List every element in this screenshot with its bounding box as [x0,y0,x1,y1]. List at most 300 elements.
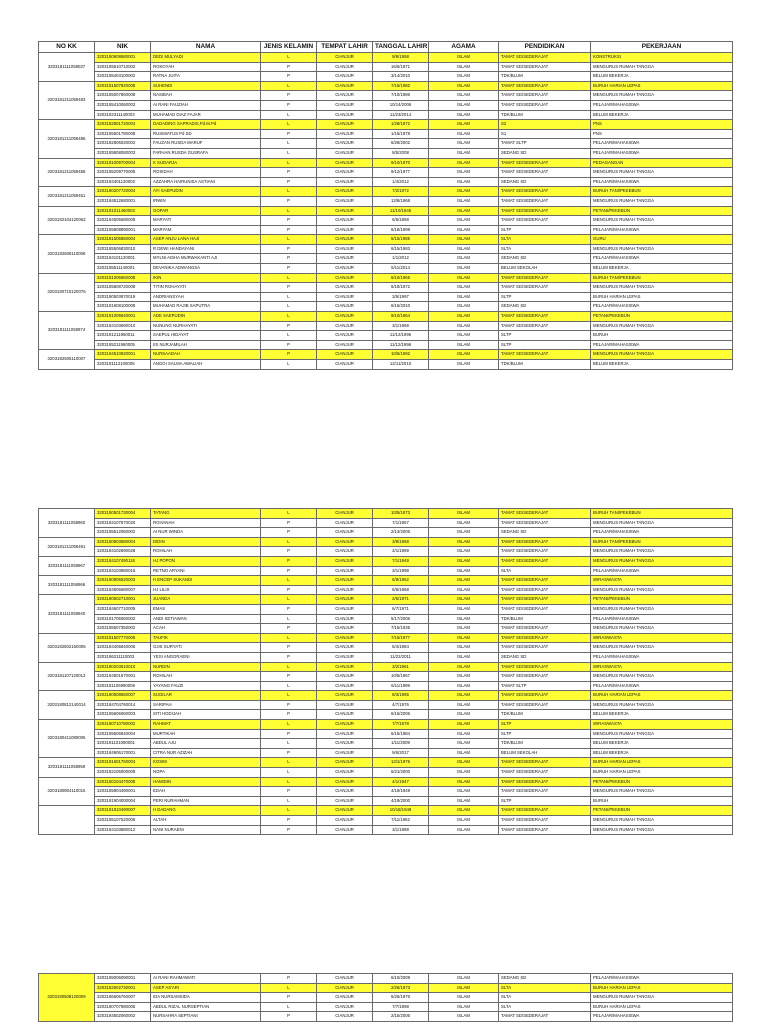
tempat-lahir-cell: CIANJUR [317,62,373,72]
nama-cell: HJ POPON [151,556,261,566]
table-row [39,748,733,758]
pendidikan-cell: SLTP [499,331,591,341]
tanggal-lahir-cell: 1/4/2012 [373,177,429,187]
tanggal-lahir-cell: 6/5/1958 [373,216,429,226]
tanggal-lahir-cell: 7/15/1982 [373,81,429,91]
tempat-lahir-cell: CIANJUR [317,595,373,605]
table-row [39,518,733,528]
nama-cell: NURDIN [151,662,261,672]
jenis-kelamin-cell: P [261,72,317,82]
agama-cell: ISLAM [429,72,499,82]
nik-cell: 3203186606760007 [95,993,151,1003]
pekerjaan-cell: MENGURUS RUMAH TANGGA [591,350,733,360]
jenis-kelamin-cell: L [261,360,317,370]
pendidikan-cell: TAMAT SD/SEDERAJAT [499,100,591,110]
pendidikan-cell: TAMAT SD/SEDERAJAT [499,350,591,360]
tempat-lahir-cell: CIANJUR [317,700,373,710]
nik-cell: 3203180903580004 [95,537,151,547]
table-row [39,729,733,739]
tempat-lahir-cell: CIANJUR [317,225,373,235]
table-row [39,993,733,1003]
jenis-kelamin-cell: L [261,662,317,672]
tempat-lahir-cell: CIANJUR [317,633,373,643]
tempat-lahir-cell: CIANJUR [317,177,373,187]
pekerjaan-cell: BURUH TANI/PEKEBUN [591,187,733,197]
nama-cell: KOSIM [151,758,261,768]
tanggal-lahir-cell: 2/1/1969 [373,547,429,557]
table-row [39,1002,733,1012]
pekerjaan-cell: MENGURUS RUMAH TANGGA [591,216,733,226]
tempat-lahir-cell: CIANJUR [317,777,373,787]
tanggal-lahir-cell: 3/2/1961 [373,662,429,672]
nama-cell: ABDUL AJU [151,739,261,749]
nik-cell: 3203185808080003 [95,148,151,158]
jenis-kelamin-cell: P [261,585,317,595]
jenis-kelamin-cell: L [261,1002,317,1012]
tempat-lahir-cell: CIANJUR [317,566,373,576]
nik-cell: 3203184103690010 [95,321,151,331]
agama-cell: ISLAM [429,983,499,993]
jenis-kelamin-cell: P [261,196,317,206]
table-row [39,983,733,993]
nama-cell: HAMIDIN [151,777,261,787]
tempat-lahir-cell: CIANJUR [317,196,373,206]
jenis-kelamin-cell: P [261,168,317,178]
agama-cell: ISLAM [429,360,499,370]
jenis-kelamin-cell: P [261,710,317,720]
pekerjaan-cell: MENGURUS RUMAH TANGGA [591,825,733,835]
tanggal-lahir-cell: 2/13/2006 [373,528,429,538]
nama-cell: YESI ANGGRAENI [151,652,261,662]
pendidikan-cell: TDK/BLUM [499,614,591,624]
agama-cell: ISLAM [429,110,499,120]
pekerjaan-cell: PELAJAR/MAHASISWA [591,225,733,235]
agama-cell: ISLAM [429,91,499,101]
table-row [39,53,733,63]
jenis-kelamin-cell: L [261,633,317,643]
pekerjaan-cell: PELAJAR/MAHASISWA [591,254,733,264]
tempat-lahir-cell: CIANJUR [317,244,373,254]
agama-cell: ISLAM [429,825,499,835]
tanggal-lahir-cell: 10/5/1992 [373,350,429,360]
nama-cell: ADE SAEPUDIN [151,312,261,322]
nama-cell: MUHAMAD DIAZ FAJAR [151,110,261,120]
no-kk-cell: 3203181211059491 [39,537,95,556]
agama-cell: ISLAM [429,652,499,662]
agama-cell: ISLAM [429,528,499,538]
agama-cell: ISLAM [429,796,499,806]
pekerjaan-cell: KONSTRUKSI [591,53,733,63]
table-row [39,662,733,672]
pekerjaan-cell: PETANI/PEKEBUN [591,777,733,787]
jenis-kelamin-cell: L [261,739,317,749]
agama-cell: ISLAM [429,974,499,984]
jenis-kelamin-cell: P [261,974,317,984]
tempat-lahir-cell: CIANJUR [317,264,373,274]
pendidikan-cell: TAMAT SD/SEDERAJAT [499,509,591,519]
table-row [39,585,733,595]
agama-cell: ISLAM [429,350,499,360]
tempat-lahir-cell: CIANJUR [317,672,373,682]
tempat-lahir-cell: CIANJUR [317,509,373,519]
agama-cell: ISLAM [429,787,499,797]
pendidikan-cell: SEDANG SD [499,177,591,187]
jenis-kelamin-cell: P [261,624,317,634]
tempat-lahir-cell: CIANJUR [317,110,373,120]
nik-cell: 3203182602730001 [95,983,151,993]
tanggal-lahir-cell: 7/7/1998 [373,1002,429,1012]
tanggal-lahir-cell: 10/14/2006 [373,100,429,110]
tempat-lahir-cell: CIANJUR [317,768,373,778]
tanggal-lahir-cell: 7/10/1986 [373,91,429,101]
agama-cell: ISLAM [429,777,499,787]
pekerjaan-cell: BURUH HARIAN LEPAS [591,983,733,993]
nik-cell: 3203184505580008 [95,216,151,226]
pekerjaan-cell: MENGURUS RUMAH TANGGA [591,993,733,1003]
jenis-kelamin-cell: L [261,331,317,341]
pendidikan-cell: TAMAT SD/SEDERAJAT [499,700,591,710]
tempat-lahir-cell: CIANJUR [317,168,373,178]
agama-cell: ISLAM [429,283,499,293]
jenis-kelamin-cell: P [261,177,317,187]
pekerjaan-cell: PETANI/PEKEBUN [591,595,733,605]
no-kk-cell: 3203182505110007 [39,350,95,369]
jenis-kelamin-cell: P [261,700,317,710]
jenis-kelamin-cell: L [261,158,317,168]
tempat-lahir-cell: CIANJUR [317,148,373,158]
pendidikan-cell: TAMAT SD/SEDERAJAT [499,91,591,101]
nik-cell: 3203185507350002 [95,624,151,634]
tanggal-lahir-cell: 11/23/2014 [373,110,429,120]
tanggal-lahir-cell: 6/18/1972 [373,283,429,293]
agama-cell: ISLAM [429,720,499,730]
pendidikan-cell: SLTP [499,729,591,739]
pekerjaan-cell: PETANI/PEKEBUN [591,312,733,322]
pendidikan-cell: TAMAT SD/SEDERAJAT [499,53,591,63]
agama-cell: ISLAM [429,321,499,331]
header-jenis-kelamin: JENIS KELAMIN [261,42,317,53]
pendidikan-cell: SLTA [499,235,591,245]
agama-cell: ISLAM [429,768,499,778]
nama-cell: SARIPAH [151,700,261,710]
jenis-kelamin-cell: P [261,604,317,614]
nama-cell: NOPA [151,768,261,778]
tempat-lahir-cell: CIANJUR [317,974,373,984]
pekerjaan-cell: MENGURUS RUMAH TANGGA [591,91,733,101]
nama-cell: ASEP ANJU LANA HAJI [151,235,261,245]
tanggal-lahir-cell: 3/1/1998 [373,566,429,576]
pendidikan-cell: TAMAT SD/SEDERAJAT [499,816,591,826]
tanggal-lahir-cell: 9/12/1977 [373,168,429,178]
tanggal-lahir-cell: 7/7/1978 [373,720,429,730]
jenis-kelamin-cell: P [261,100,317,110]
agama-cell: ISLAM [429,700,499,710]
tanggal-lahir-cell: 2/6/1971 [373,595,429,605]
agama-cell: ISLAM [429,595,499,605]
tempat-lahir-cell: CIANJUR [317,547,373,557]
nama-cell: ALTAH [151,816,261,826]
agama-cell: ISLAM [429,158,499,168]
jenis-kelamin-cell: L [261,81,317,91]
pendidikan-cell: TAMAT SD/SEDERAJAT [499,547,591,557]
tanggal-lahir-cell: 3/1/1969 [373,321,429,331]
pendidikan-cell: TAMAT SD/SEDERAJAT [499,518,591,528]
nik-cell: 3203180609580001 [95,53,151,63]
family-table [38,508,733,835]
pendidikan-cell: TAMAT SD/SEDERAJAT [499,672,591,682]
no-kk-cell: 3203180804110016 [39,777,95,806]
pendidikan-cell: SLTP [499,225,591,235]
table-row [39,777,733,787]
pendidikan-cell: SEDANG SD [499,528,591,538]
nik-cell: 3203181507770006 [95,633,151,643]
table-row [39,681,733,691]
agama-cell: ISLAM [429,340,499,350]
pendidikan-cell: TAMAT SD/SEDERAJAT [499,585,591,595]
no-kk-cell: 3203181107120013 [39,662,95,691]
pendidikan-cell: TAMAT SD/SEDERAJAT [499,62,591,72]
jenis-kelamin-cell: L [261,292,317,302]
nik-cell: 3203180503970019 [95,292,151,302]
pekerjaan-cell: PELAJAR/MAHASISWA [591,302,733,312]
header-tempat-lahir: TEMPAT LAHIR [317,42,373,53]
table-row [39,700,733,710]
tanggal-lahir-cell: 12/1/1976 [373,758,429,768]
pendidikan-cell: SEDANG SD [499,148,591,158]
tanggal-lahir-cell: 6/26/1976 [373,993,429,1003]
pekerjaan-cell: BURUH HARIAN LEPAS [591,1002,733,1012]
pendidikan-cell: TAMAT SD/SEDERAJAT [499,758,591,768]
tempat-lahir-cell: CIANJUR [317,100,373,110]
no-kk-cell: 3203182502160005 [39,633,95,662]
tanggal-lahir-cell: 10/18/1949 [373,806,429,816]
table-row [39,547,733,557]
nik-cell: 3203184812680001 [95,196,151,206]
agama-cell: ISLAM [429,120,499,130]
tempat-lahir-cell: CIANJUR [317,681,373,691]
nama-cell: IKIN [151,273,261,283]
nama-cell: NANI NURAENI [151,825,261,835]
table-row [39,614,733,624]
pendidikan-cell: TAMAT SD/SEDERAJAT [499,283,591,293]
tanggal-lahir-cell: 6/8/1952 [373,576,429,586]
nik-cell: 3203180806520003 [95,576,151,586]
nik-cell: 3203184704760014 [95,700,151,710]
tanggal-lahir-cell: 8/5/2008 [373,148,429,158]
no-kk-cell: 3203180812140014 [39,691,95,720]
pendidikan-cell: TAMAT SD/SEDERAJAT [499,576,591,586]
agama-cell: ISLAM [429,273,499,283]
tempat-lahir-cell: CIANJUR [317,331,373,341]
table-body [39,974,733,1022]
pendidikan-cell: SEDANG SD [499,254,591,264]
agama-cell: ISLAM [429,206,499,216]
jenis-kelamin-cell: P [261,528,317,538]
jenis-kelamin-cell: L [261,110,317,120]
table-row [39,225,733,235]
jenis-kelamin-cell: L [261,235,317,245]
no-kk-cell: 3203180508120009 [39,974,95,1022]
jenis-kelamin-cell: P [261,825,317,835]
tempat-lahir-cell: CIANJUR [317,518,373,528]
nama-cell: AI RANI RAHMAWATI [151,974,261,984]
no-kk-cell: 3203181111058940 [39,595,95,633]
tempat-lahir-cell: CIANJUR [317,710,373,720]
jenis-kelamin-cell: L [261,312,317,322]
nik-cell: 3203184405840006 [95,643,151,653]
table-row [39,331,733,341]
agama-cell: ISLAM [429,662,499,672]
jenis-kelamin-cell: L [261,187,317,197]
tempat-lahir-cell: CIANJUR [317,652,373,662]
tempat-lahir-cell: CIANJUR [317,53,373,63]
table-row [39,758,733,768]
jenis-kelamin-cell: L [261,806,317,816]
jenis-kelamin-cell: P [261,816,317,826]
nik-cell: 3203181601760004 [95,758,151,768]
table-row [39,691,733,701]
tanggal-lahir-cell: 6/28/2002 [373,139,429,149]
table-row [39,604,733,614]
nik-cell: 3203186211110003 [95,652,151,662]
table-body [39,509,733,835]
nama-cell: SITI HODIJAH [151,710,261,720]
pekerjaan-cell: MENGURUS RUMAH TANGGA [591,244,733,254]
agama-cell: ISLAM [429,187,499,197]
pendidikan-cell: TDK/BLUM [499,739,591,749]
nik-cell: 3203182801720004 [95,120,151,130]
table-row [39,720,733,730]
nik-cell: 3203185610710002 [95,62,151,72]
jenis-kelamin-cell: P [261,244,317,254]
pekerjaan-cell: BELUM BEKERJA [591,264,733,274]
pekerjaan-cell: MENGURUS RUMAH TANGGA [591,168,733,178]
tanggal-lahir-cell: 9/6/2017 [373,748,429,758]
no-kk-cell: 3203180710120076 [39,273,95,311]
jenis-kelamin-cell: L [261,537,317,547]
pendidikan-cell: TAMAT SD/SEDERAJAT [499,777,591,787]
agama-cell: ISLAM [429,681,499,691]
tanggal-lahir-cell: 5/15/1985 [373,235,429,245]
pendidikan-cell: TAMAT SD/SEDERAJAT [499,624,591,634]
pekerjaan-cell: PELAJAR/MAHASISWA [591,177,733,187]
pendidikan-cell: TAMAT SD/SEDERAJAT [499,196,591,206]
nik-cell: 3203180207720004 [95,187,151,197]
agama-cell: ISLAM [429,216,499,226]
nama-cell: RUSMIATUS Pd SD [151,129,261,139]
agama-cell: ISLAM [429,537,499,547]
tanggal-lahir-cell: 3/5/1997 [373,292,429,302]
pendidikan-cell: TDK/BLUM [499,360,591,370]
pekerjaan-cell: BURUH TANI/PEKEBUN [591,537,733,547]
nik-cell: 3203184101120001 [95,254,151,264]
agama-cell: ISLAM [429,993,499,1003]
no-kk-cell: 3203181111058966 [39,576,95,595]
agama-cell: ISLAM [429,633,499,643]
nik-cell: 3203185512060002 [95,528,151,538]
jenis-kelamin-cell: L [261,53,317,63]
tanggal-lahir-cell: 6/6/1968 [373,585,429,595]
table-row [39,244,733,254]
nik-cell: 3203184502060002 [95,1012,151,1022]
nik-cell: 3203180707980005 [95,1002,151,1012]
nik-cell: 3203184103880012 [95,825,151,835]
agama-cell: ISLAM [429,816,499,826]
pendidikan-cell: TAMAT SD/SEDERAJAT [499,81,591,91]
nik-cell: 3203181009700004 [95,158,151,168]
nik-cell: 3203180602710001 [95,595,151,605]
agama-cell: ISLAM [429,566,499,576]
table-row [39,206,733,216]
family-table-section-3 [38,973,732,1022]
agama-cell: ISLAM [429,806,499,816]
pekerjaan-cell: BURUH TANI/PEKEBUN [591,273,733,283]
table-row [39,264,733,274]
table-row [39,633,733,643]
tempat-lahir-cell: CIANJUR [317,350,373,360]
jenis-kelamin-cell: P [261,254,317,264]
pekerjaan-cell: MENGURUS RUMAH TANGGA [591,700,733,710]
no-kk-cell: 3203181211059483 [39,81,95,119]
nama-cell: DIDIN [151,537,261,547]
nik-cell: 3203181106990008 [95,681,151,691]
tempat-lahir-cell: CIANJUR [317,720,373,730]
tanggal-lahir-cell: 3/14/2010 [373,72,429,82]
pekerjaan-cell: PELAJAR/MAHASISWA [591,652,733,662]
jenis-kelamin-cell: P [261,566,317,576]
jenis-kelamin-cell: L [261,681,317,691]
agama-cell: ISLAM [429,614,499,624]
tanggal-lahir-cell: 12/8/1968 [373,196,429,206]
nama-cell: RATNA JUITA [151,72,261,82]
no-kk-cell: 3203181111058960 [39,509,95,538]
tanggal-lahir-cell: 10/5/1973 [373,509,429,519]
nik-cell: 3203185808720008 [95,283,151,293]
nik-cell: 3203181006650008 [95,273,151,283]
agama-cell: ISLAM [429,264,499,274]
nik-cell: 3203181505850004 [95,235,151,245]
nama-cell: R DEWI HANDAYANI [151,244,261,254]
table-row [39,254,733,264]
table-row [39,62,733,72]
agama-cell: ISLAM [429,148,499,158]
table-row [39,360,733,370]
tanggal-lahir-cell: 11/10/1946 [373,206,429,216]
nama-cell: ASEP AS'ARI [151,983,261,993]
jenis-kelamin-cell: P [261,321,317,331]
jenis-kelamin-cell: L [261,768,317,778]
agama-cell: ISLAM [429,624,499,634]
nama-cell: AI RANI FAUZIAH [151,100,261,110]
table-row [39,139,733,149]
tanggal-lahir-cell: 1/1/2012 [373,254,429,264]
jenis-kelamin-cell: L [261,595,317,605]
agama-cell: ISLAM [429,302,499,312]
nama-cell: K SUDARJA [151,158,261,168]
table-row [39,120,733,130]
nama-cell: H ENCEP SUKANDI [151,576,261,586]
tempat-lahir-cell: CIANJUR [317,120,373,130]
tanggal-lahir-cell: 8/3/1965 [373,691,429,701]
tanggal-lahir-cell: 5/11/2014 [373,264,429,274]
header-pendidikan: PENDIDIKAN [499,42,591,53]
nama-cell: AYI SAEPUDIN [151,187,261,197]
tempat-lahir-cell: CIANJUR [317,312,373,322]
agama-cell: ISLAM [429,62,499,72]
tanggal-lahir-cell: 3/1/1988 [373,825,429,835]
tempat-lahir-cell: CIANJUR [317,624,373,634]
nama-cell: NURSAHRA SEPTIANI [151,1012,261,1022]
